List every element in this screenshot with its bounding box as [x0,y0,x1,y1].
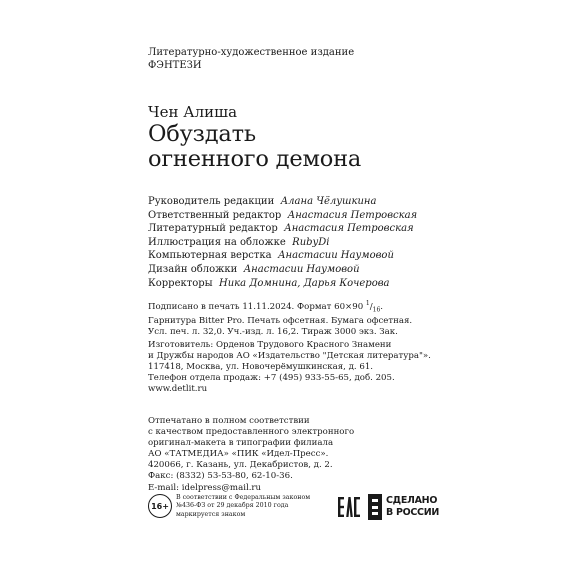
manufacturer-website: www.detlit.ru [148,384,208,395]
footer-marks [148,494,440,522]
credit-role: Литературный редактор [148,223,278,235]
printer-email: E-mail: idelpress@mail.ru [148,482,262,493]
credit-person: RubyDi [292,236,330,248]
printer-address: 420066, г. Казань, ул. Декабристов, д. 2. [148,460,333,471]
book-title-line-1: Обуздать [148,121,256,147]
credit-role: Дизайн обложки [148,263,238,275]
age-rating-badge: 16+ [148,494,172,518]
publication-line-1: Подписано в печать 11.11.2024. Формат 60×90 $^1/_{16}$. [148,300,384,314]
book-title [148,122,361,172]
made-in-country: В РОССИИ [386,507,440,518]
book-title-line-2: огненного демона [148,146,362,172]
credit-row [148,209,478,223]
credit-person: Анастасия Петровская [287,209,418,221]
printer-line: Отпечатано в полном соответствии [148,416,310,426]
printer-info [148,416,478,494]
manufacturer-info [148,340,478,395]
credit-row [148,222,478,236]
credit-role: Ответственный редактор [148,209,282,221]
credit-person: Анастасии Наумовой [243,263,360,275]
credit-row [148,263,478,277]
manufacturer-line: Изготовитель: Орденов Трудового Красного Знамени [148,340,392,350]
publication-line-3: Усл. печ. л. 32,0. Уч.-изд. л. 16,2. Тираж 3000 экз. Зак. [148,326,398,337]
credit-role: Иллюстрация на обложке [148,236,286,248]
credit-row [148,277,478,291]
printer-fax: Факс: (8332) 53-53-80, 62-10-36. [148,471,293,482]
publication-line-2: Гарнитура Bitter Pro. Печать офсетная. Бумага офсетная. [148,315,413,326]
credit-row [148,236,478,250]
manufacturer-line: и Дружбы народов АО «Издательство "Детская литература"». [148,351,431,362]
credits-list [148,195,478,290]
printer-line: оригинал-макета в типографии филиала [148,438,334,449]
credit-row [148,195,478,209]
credit-row [148,249,478,263]
credit-person: Анастасия Петровская [284,223,414,235]
manufacturer-phone: Телефон отдела продаж: +7 (495) 933-55-65, доб. 205. [148,373,395,384]
edition-type: Литературно-художественное издание [148,47,355,58]
format-fraction-numerator: 1 [365,300,370,307]
publication-info [148,298,478,338]
credit-person: Анастасии Наумовой [277,250,394,262]
printer-line: АО «ТАТМЕДИА» «ПИК «Идел-Пресс». [148,449,329,460]
eac-mark-icon [338,495,360,519]
credit-role: Компьютерная верстка [148,250,272,262]
credit-person: Алана Чёлушкина [280,196,377,207]
law-notice: В соответствии с Федеральным законом №436-ФЗ от 29 декабря 2010 года маркируется знаком [176,494,311,518]
made-in-russia-icon [368,494,382,520]
printer-line: с качеством предоставленного электронного [148,427,355,438]
credit-person: Ника Домнина, Дарья Кочерова [219,277,390,289]
manufacturer-address: 117418, Москва, ул. Новочерёмушкинская, д. 61. [148,362,374,373]
credit-role: Руководитель редакции [148,196,275,207]
credit-role: Корректоры [148,277,213,289]
made-in-label: СДЕЛАНО [386,495,438,506]
format-fraction-denominator: 16 [372,306,381,314]
genre-block [148,46,468,72]
author-name: Чен Алиша [148,103,238,121]
genre-label: ФЭНТЕЗИ [148,60,202,71]
